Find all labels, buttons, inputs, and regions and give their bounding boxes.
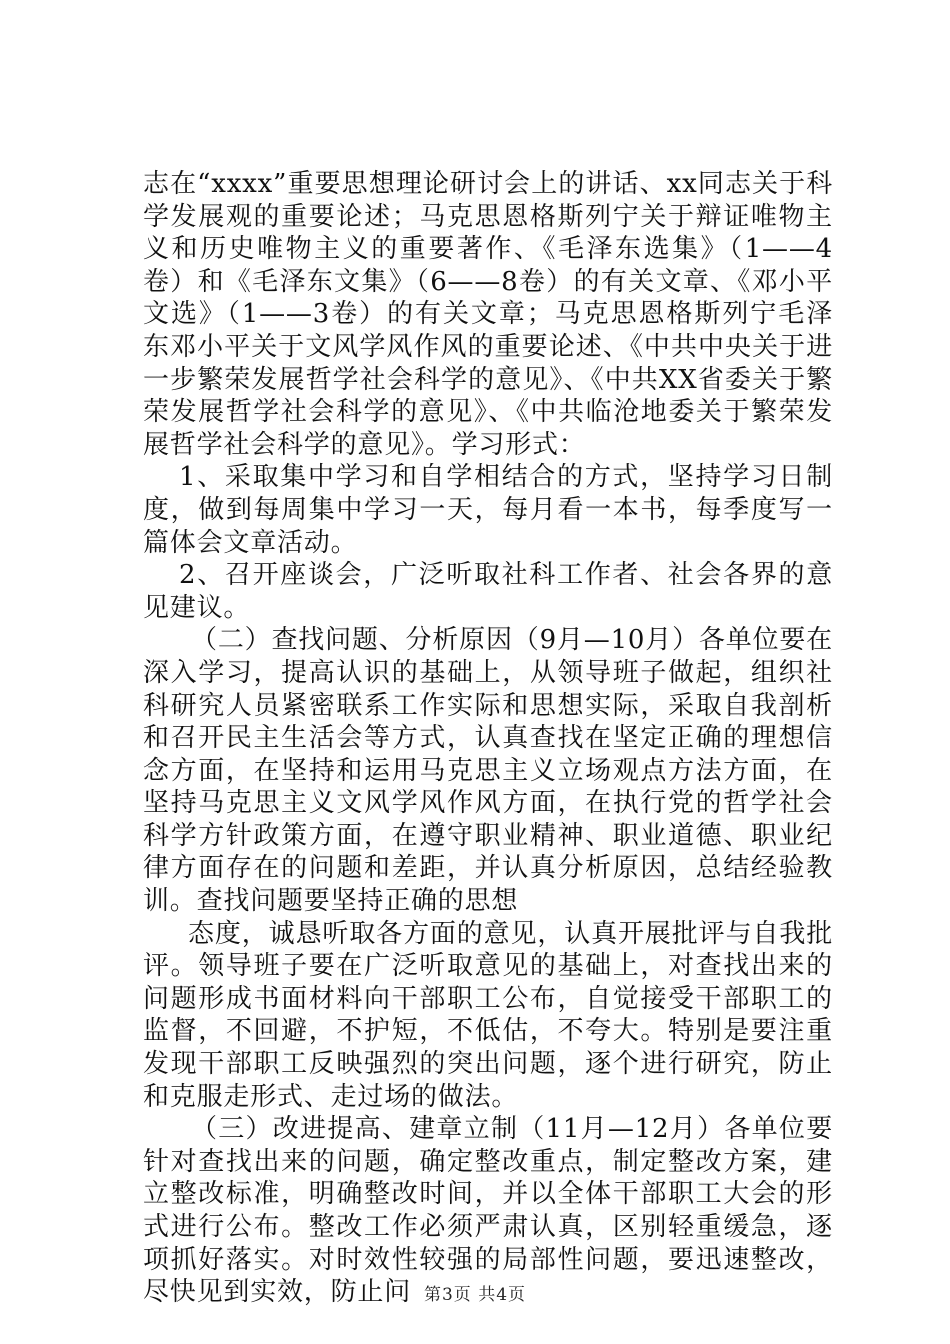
document-body (143, 168, 833, 1309)
paragraph-study-form-1: 1、采取集中学习和自学相结合的方式，坚持学习日制度，做到每周集中学习一天，每月看一本书，每季度写一篇体会文章活动。 (143, 462, 833, 558)
page-number-footer: 第3页 共4页 (423, 1285, 527, 1305)
paragraph-attitude: 态度，诚恳听取各方面的意见，认真开展批评与自我批评。领导班子要在广泛听取意见的基础上，对查找出来的问题形成书面材料向干部职工公布，自觉接受干部职工的监督，不回避，不护短，不低估，不夸大。特别是要注重发现干部职工反映强烈的突出问题，逐个进行研究，防止和克服走形式、走过场的做法。 (143, 918, 833, 1112)
paragraph-find-problems: （二）查找问题、分析原因（9月—10月）各单位要在深入学习，提高认识的基础上，从领导班子做起，组织社科研究人员紧密联系工作实际和思想实际，采取自我剖析和召开民主生活会等方式，认真查找在坚定正确的理想信念方面，在坚持和运用马克思主义立场观点方法方面，在坚持马克思主义文风学风作风方面，在执行党的哲学社会科学方针政策方面，在遵守职业精神、职业道德、职业纪律方面存在的问题和差距，并认真分析原因，总结经验教训。查找问题要坚持正确的思想 (143, 625, 833, 917)
paragraph-study-materials: 志在“xxxx”重要思想理论研讨会上的讲话、xx同志关于科学发展观的重要论述；马克思恩格斯列宁关于辩证唯物主义和历史唯物主义的重要著作、《毛泽东选集》（1——4卷）和《毛泽东文集》（6——8卷）的有关文章、《邓小平文选》（1——3卷）的有关文章；马克思恩格斯列宁毛泽东邓小平关于文风学风作风的重要论述、《中共中央关于进一步繁荣发展哲学社会科学的意见》、《中共XX省委关于繁荣发展哲学社会科学的意见》、《中共临沧地委关于繁荣发展哲学社会科学的意见》。学习形式： (143, 169, 833, 460)
paragraph-improve: （三）改进提高、建章立制（11月—12月）各单位要针对查找出来的问题，确定整改重点，制定整改方案，建立整改标准，明确整改时间，并以全体干部职工大会的形式进行公布。整改工作必须严肃认真，区别轻重缓急，逐项抓好落实。对时效性较强的局部性问题，要迅速整改，尽快见到实效，防止问 (143, 1114, 833, 1308)
paragraph-study-form-2: 2、召开座谈会，广泛听取社科工作者、社会各界的意见建议。 (143, 560, 833, 623)
